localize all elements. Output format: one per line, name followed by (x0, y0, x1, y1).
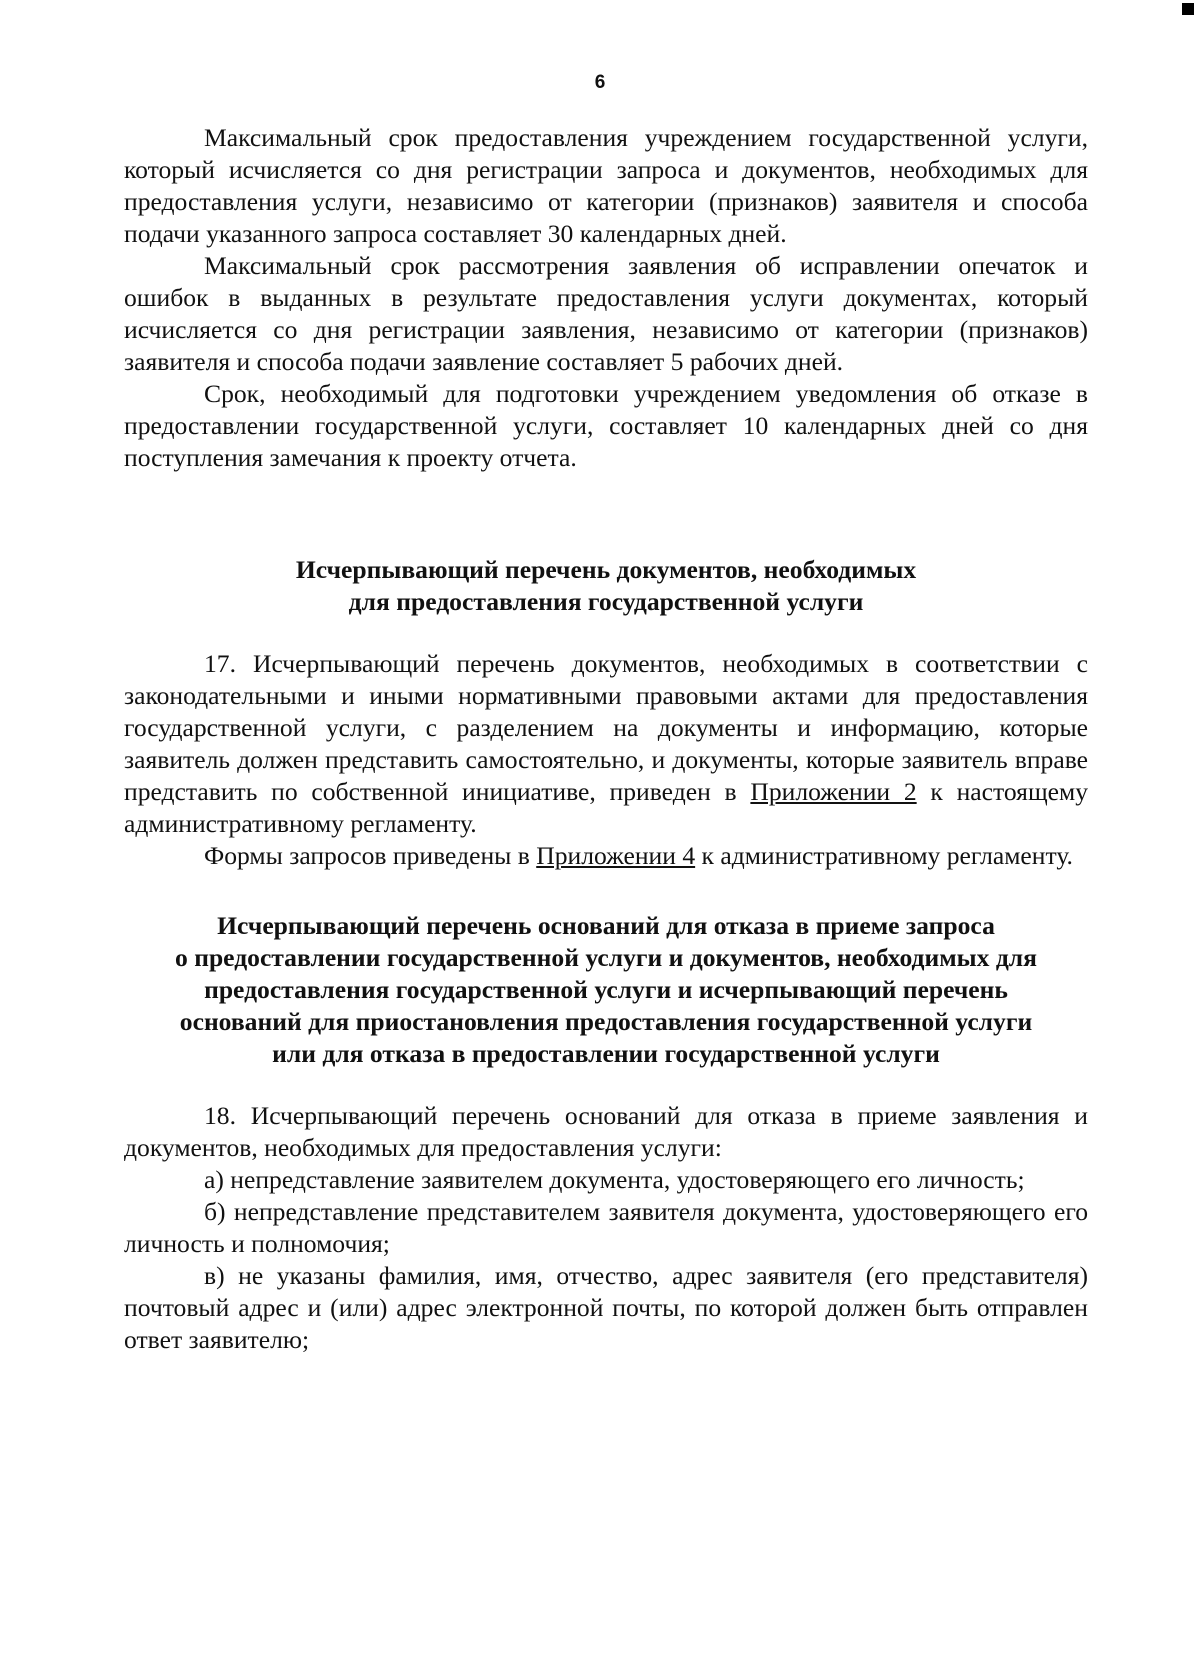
heading-line: Исчерпывающий перечень документов, необходимых (295, 555, 917, 584)
list-item: в) не указаны фамилия, имя, отчество, адрес заявителя (его представителя) почтовый адрес и (или) адрес электронной почты, по которой должен быть отправлен ответ заявителю; (124, 1261, 1088, 1354)
heading-line: Исчерпывающий перечень оснований для отказа в приеме запроса (217, 911, 995, 940)
heading-line: оснований для приостановления предоставления государственной услуги (179, 1007, 1033, 1036)
paragraph-request-forms: Формы запросов приведены в Приложении 4 к административному регламенту. (204, 841, 1073, 870)
heading-line: предоставления государственной услуги и исчерпывающий перечень (204, 975, 1008, 1004)
paragraph-max-term-corrections: Максимальный срок рассмотрения заявления об исправлении опечаток и ошибок в выданных в результате предоставления услуги документах, который исчисляется со дня регистрации заявления, независимо от категории (признаков) заявителя и способа подачи заявление составляет 5 рабочих дней. (124, 251, 1088, 376)
list-item: а) непредставление заявителем документа, удостоверяющего его личность; (204, 1165, 1025, 1194)
paragraph-section-18: 18. Исчерпывающий перечень оснований для отказа в приеме заявления и документов, необходимых для предоставления услуги: (124, 1101, 1088, 1162)
heading-line: или для отказа в предоставлении государственной услуги (272, 1039, 940, 1068)
appendix-4-link[interactable]: Приложении 4 (536, 841, 696, 870)
heading-line: о предоставлении государственной услуги и документов, необходимых для (175, 943, 1037, 972)
paragraph-section-17: 17. Исчерпывающий перечень документов, необходимых в соответствии с законодательными и иными нормативными правовыми актами для предоставления государственной услуги, с разделением на документы и информацию, которые заявитель должен представить самостоятельно, и документы, которые заявитель вправе представить по собственной инициативе, приведен в Приложении 2 к настоящему административному регламенту. (124, 649, 1089, 838)
scan-corner-mark (1182, 3, 1194, 15)
paragraph-refusal-notice-term: Срок, необходимый для подготовки учреждением уведомления об отказе в предоставлении государственной услуги, составляет 10 календарных дней со дня поступления замечания к проекту отчета. (124, 379, 1088, 472)
document-body (124, 122, 1088, 1356)
section-heading-documents (124, 554, 1088, 618)
appendix-2-link[interactable]: Приложении 2 (750, 777, 917, 806)
list-item: б) непредставление представителем заявителя документа, удостоверяющего его личность и полномочия; (124, 1197, 1088, 1258)
section-heading-refusal-grounds (124, 910, 1088, 1070)
heading-line: для предоставления государственной услуги (348, 587, 864, 616)
page-number: 6 (594, 72, 606, 93)
paragraph-max-term-service: Максимальный срок предоставления учреждением государственной услуги, который исчисляется со дня регистрации запроса и документов, необходимых для предоставления услуги, независимо от категории (признаков) заявителя и способа подачи указанного запроса составляет 30 календарных дней. (124, 123, 1088, 248)
